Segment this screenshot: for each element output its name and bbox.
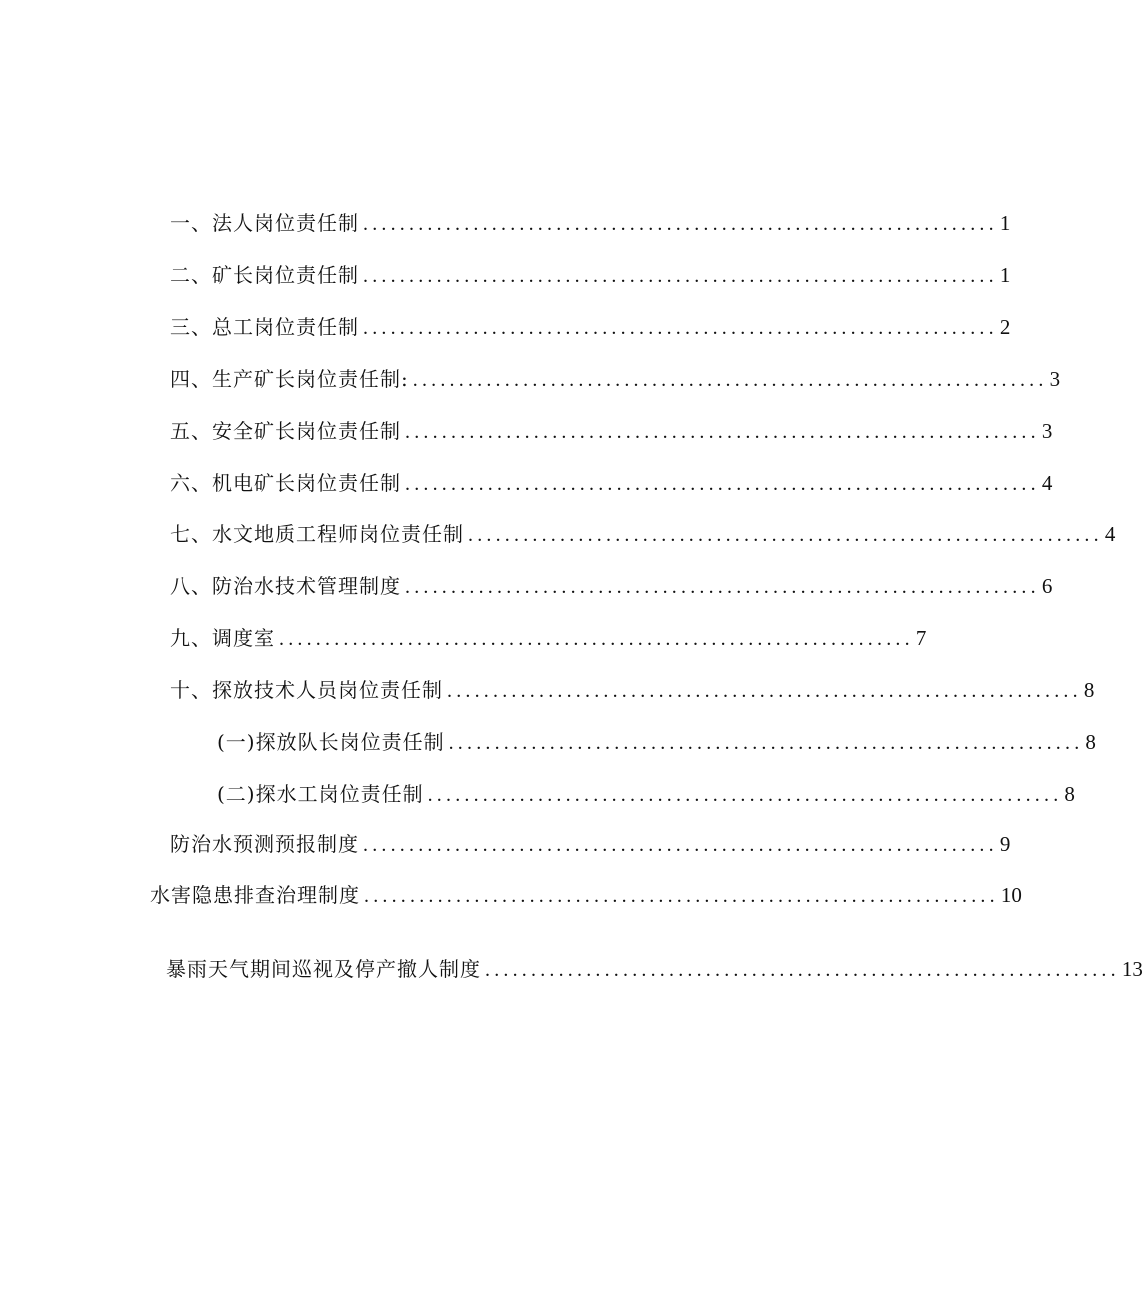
toc-entry[interactable]: [170, 208, 1011, 238]
toc-leader-dots: .....................................................................: [485, 959, 1120, 981]
toc-leader-dots: .....................................................................: [363, 265, 998, 287]
toc-entry[interactable]: [170, 519, 1116, 549]
toc-page-number: 8: [1064, 782, 1075, 806]
toc-leader-dots: .....................................................................: [363, 213, 998, 235]
toc-entry[interactable]: [170, 623, 927, 653]
toc-page-number: 7: [915, 626, 927, 650]
toc-entry[interactable]: [170, 260, 1011, 290]
toc-entry-title: 五、安全矿长岗位责任制: [170, 419, 401, 443]
toc-page-number: 13: [1121, 957, 1143, 981]
toc-entry[interactable]: [170, 829, 1011, 859]
toc-entry-title: (一)探放队长岗位责任制: [217, 730, 445, 754]
toc-subentry[interactable]: [217, 727, 1096, 757]
toc-leader-dots: .....................................................................: [405, 576, 1040, 598]
toc-leader-dots: .....................................................................: [405, 473, 1040, 495]
toc-page-number: 1: [999, 211, 1011, 235]
toc-entry-title: (二)探水工岗位责任制: [217, 782, 424, 806]
toc-entry[interactable]: [170, 468, 1053, 498]
toc-entry-title: 一、法人岗位责任制: [170, 211, 359, 235]
toc-entry[interactable]: [170, 675, 1095, 705]
toc-entry-title: 暴雨天气期间巡视及停产撤人制度: [166, 957, 481, 981]
toc-entry-title: 四、生产矿长岗位责任制:: [170, 367, 409, 391]
toc-page-number: 8: [1083, 678, 1095, 702]
toc-entry-title: 水害隐患排查治理制度: [150, 883, 360, 907]
toc-entry[interactable]: [170, 312, 1011, 342]
toc-entry[interactable]: [170, 571, 1053, 601]
toc-leader-dots: .....................................................................: [279, 628, 914, 650]
toc-entry-title: 十、探放技术人员岗位责任制: [170, 678, 443, 702]
toc-page-number: 10: [1000, 883, 1022, 907]
toc-leader-dots: .....................................................................: [427, 784, 1063, 806]
toc-page-number: 4: [1104, 522, 1116, 546]
toc-leader-dots: .....................................................................: [468, 524, 1103, 546]
toc-page-number: 8: [1085, 730, 1096, 754]
toc-page-number: 3: [1049, 367, 1061, 391]
toc-entry[interactable]: [170, 364, 1061, 394]
toc-page-number: 6: [1041, 574, 1053, 598]
toc-leader-dots: .....................................................................: [364, 885, 999, 907]
toc-leader-dots: .....................................................................: [363, 834, 998, 856]
toc-entry-title: 九、调度室: [170, 626, 275, 650]
toc-leader-dots: .....................................................................: [448, 732, 1084, 754]
toc-page-number: 9: [999, 832, 1011, 856]
toc-entry[interactable]: [166, 954, 1143, 984]
toc-entry-title: 防治水预测预报制度: [170, 832, 359, 856]
toc-entry-title: 六、机电矿长岗位责任制: [170, 471, 401, 495]
toc-entry[interactable]: [170, 416, 1053, 446]
toc-page-number: 4: [1041, 471, 1053, 495]
toc-entry-title: 八、防治水技术管理制度: [170, 574, 401, 598]
toc-entry-title: 七、水文地质工程师岗位责任制: [170, 522, 464, 546]
toc-subentry[interactable]: [217, 779, 1075, 809]
toc-entry-title: 二、矿长岗位责任制: [170, 263, 359, 287]
toc-leader-dots: .....................................................................: [405, 421, 1040, 443]
toc-page-number: 1: [999, 263, 1011, 287]
toc-leader-dots: .....................................................................: [447, 680, 1082, 702]
toc-page-number: 3: [1041, 419, 1053, 443]
toc-entry-title: 三、总工岗位责任制: [170, 315, 359, 339]
toc-leader-dots: .....................................................................: [363, 317, 998, 339]
toc-leader-dots: .....................................................................: [412, 369, 1048, 391]
toc-page-number: 2: [999, 315, 1011, 339]
toc-entry[interactable]: [150, 880, 1022, 910]
